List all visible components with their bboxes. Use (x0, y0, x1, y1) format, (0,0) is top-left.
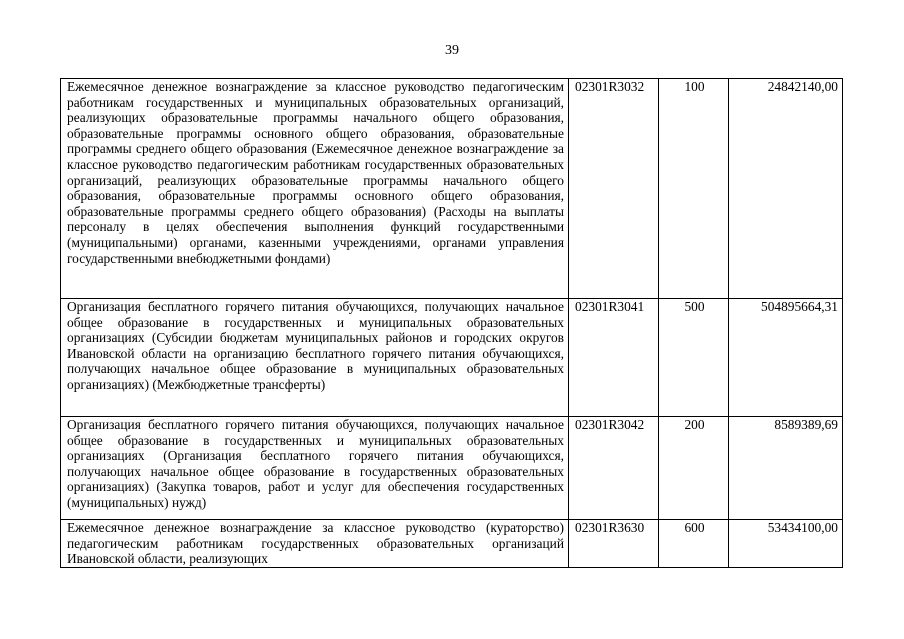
target-article-code: 02301R3042 (569, 417, 659, 520)
expense-type-code: 100 (659, 79, 729, 299)
expense-type-code: 500 (659, 299, 729, 417)
table-row (61, 79, 843, 299)
target-article-code: 02301R3630 (569, 520, 659, 568)
target-article-code: 02301R3032 (569, 79, 659, 299)
expense-description: Ежемесячное денежное вознаграждение за классное руководство (кураторство) педагогическим работникам государственных образовательных организаций Ивановской области, реализующих (61, 520, 569, 568)
expense-description: Ежемесячное денежное вознаграждение за классное руководство педагогическим работникам государственных и муниципальных образовательных организаций, реализующих образовательные программы начального общего образования, образовательные программы основного общего образования, образовательные программы среднего общего образования (Ежемесячное денежное вознаграждение за классное руководство педагогическим работникам государственных образовательных организаций, реализующих образовательные программы начального общего образования, образовательные программы основного общего образования, образовательные программы среднего общего образования) (Расходы на выплаты персоналу в целях обеспечения выполнения функций государственными (муниципальными) органами, казенными учреждениями, органами управления государственными внебюджетными фондами) (61, 79, 569, 299)
expense-description: Организация бесплатного горячего питания обучающихся, получающих начальное общее образование в государственных и муниципальных образовательных организациях (Организация бесплатного горячего питания обучающихся, получающих начальное общее образование в государственных образовательных организациях) (Закупка товаров, работ и услуг для обеспечения государственных (муниципальных) нужд) (61, 417, 569, 520)
expense-type-code: 600 (659, 520, 729, 568)
expense-type-code: 200 (659, 417, 729, 520)
amount-value: 8589389,69 (729, 417, 843, 520)
target-article-code: 02301R3041 (569, 299, 659, 417)
table-row (61, 417, 843, 520)
page-number: 39 (445, 43, 459, 58)
amount-value: 24842140,00 (729, 79, 843, 299)
budget-table (60, 78, 843, 568)
expense-description: Организация бесплатного горячего питания обучающихся, получающих начальное общее образование в государственных и муниципальных образовательных организациях (Субсидии бюджетам муниципальных районов и городских округов Ивановской области на организацию бесплатного горячего питания обучающихся, получающих начальное общее образование в муниципальных образовательных организациях) (Межбюджетные трансферты) (61, 299, 569, 417)
amount-value: 504895664,31 (729, 299, 843, 417)
table-row (61, 520, 843, 568)
amount-value: 53434100,00 (729, 520, 843, 568)
table-row (61, 299, 843, 417)
